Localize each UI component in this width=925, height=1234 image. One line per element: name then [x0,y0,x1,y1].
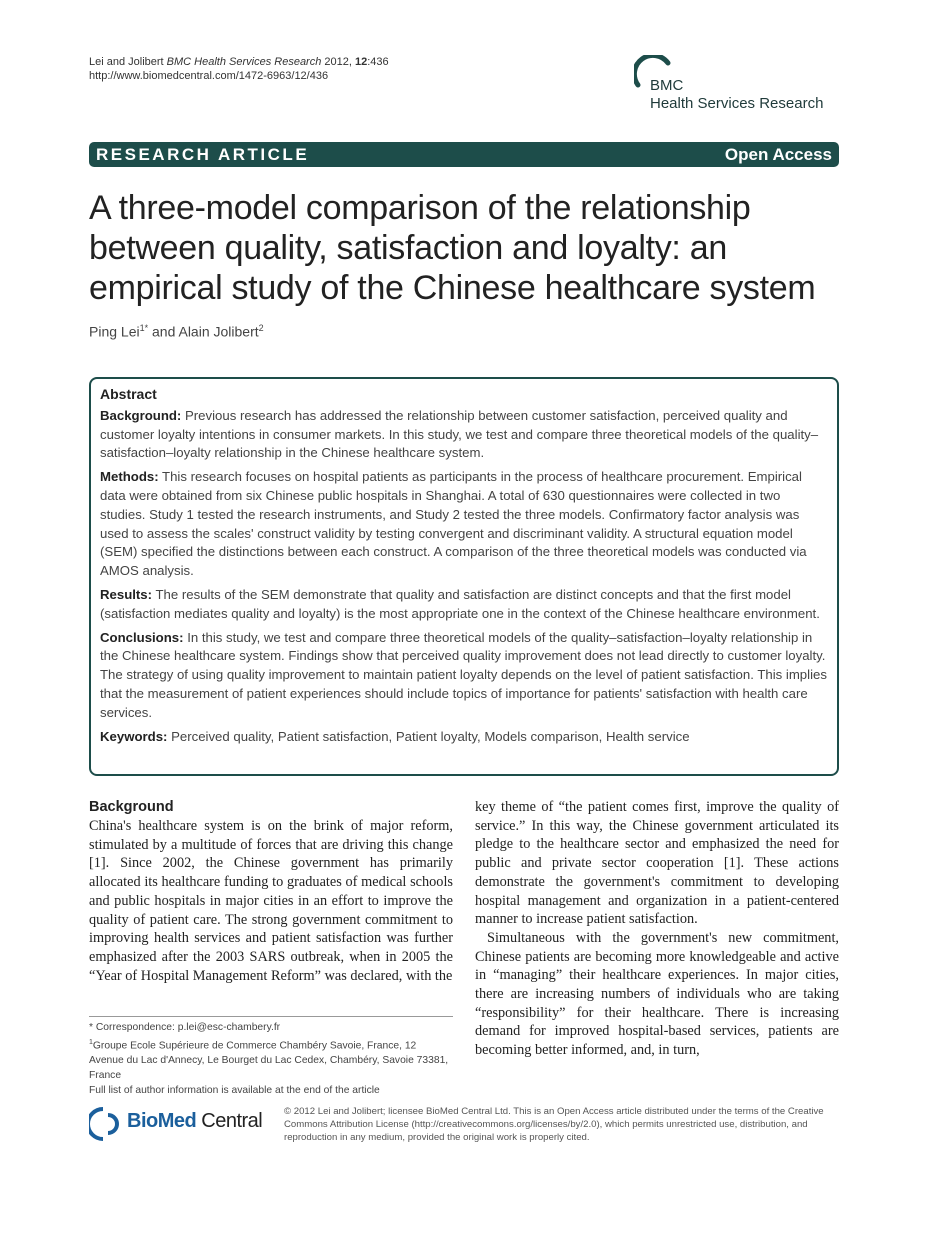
abstract-heading: Abstract [100,386,157,402]
article-title: A three-model comparison of the relationship between quality, satisfaction and loyalty: an empirical study of the Chinese healthcare system [89,189,816,307]
footnote-divider [89,1016,453,1017]
section-heading-background: Background [89,799,174,815]
abstract-conclusions-text: In this study, we test and compare three theoretical models of the quality–satisfaction–loyalty relationship in the Chinese healthcare system. Findings show that perceived quality improvement does not lead directly to customer loyalty. The strategy of using quality improvement to maintain patient loyalty depends on the level of patient satisfaction. This implies that the measurement of patient experiences should include topics of importance for patients' satisfaction with health care services. [100,629,827,720]
author-1: Ping Lei [89,323,140,340]
author-list [89,323,264,340]
biomed-central-icon [89,1106,125,1142]
author-1-affil: 1* [139,323,149,333]
body-column-right [475,798,839,1060]
abstract-background [100,407,828,463]
biomed-central-logo [89,1106,264,1142]
footnotes [89,1021,453,1098]
body-paragraph: Simultaneous with the government's new commitment, Chinese patients are becoming more knowledgeable and active in “managing” their healthcare experiences. In major cities, there are increasing numbers of individuals who are taking “responsibility” for their healthcare. There is increasing demand for improved hospital-based services, patients are becoming better informed, and, in turn, [475,929,839,1059]
affiliation-sup: 1 [89,1038,93,1046]
citation-volume: 12 [355,56,368,68]
abstract-results [100,586,828,624]
abstract-methods-label: Methods: [100,469,159,485]
open-access-label: Open Access [724,144,832,164]
affiliation-note [89,1036,453,1084]
journal-logo [640,55,845,115]
license-text: © 2012 Lei and Jolibert; licensee BioMed Central Ltd. This is an Open Access article distributed under the terms of the Creative Commons Attribution License (http://creativecommons.org/licenses/by/2.0), which permits unrestricted use, distribution, and reproduction in any medium, provided the original work is properly cited. [284,1106,824,1143]
abstract-keywords-label: Keywords: [100,728,168,744]
abstract-background-text: Previous research has addressed the relationship between customer satisfaction, perceived quality and customer loyalty intentions in consumer markets. In this study, we test and compare three theoretical models of the quality–satisfaction–loyalty relationship in the Chinese healthcare system. [100,407,819,461]
abstract-conclusions-label: Conclusions: [100,629,184,645]
abstract-results-text: The results of the SEM demonstrate that quality and satisfaction are distinct concepts and that the first model (satisfaction mediates quality and loyalty) is the most appropriate one in the context of the Chinese healthcare environment. [100,586,820,621]
correspondence-note: * Correspondence: p.lei@esc-chambery.fr [89,1022,281,1033]
abstract-methods-text: This research focuses on hospital patients as participants in the process of healthcare procurement. Empirical data were obtained from six Chinese public hospitals in Shanghai. A total of 630 questionnaires were collected in two studies. Study 1 tested the research instruments, and Study 2 tested the three models. Confirmatory factor analysis was used to assess the scales' construct validity by testing convergent and discriminant validity. A structural equation model (SEM) specified the distinctions between each construct. A comparison of the three theoretical models was conducted via AMOS analysis. [100,469,807,579]
full-list-note: Full list of author information is available at the end of the article [89,1084,380,1096]
abstract-background-label: Background: [100,407,182,423]
abstract-box [89,377,839,776]
body-paragraph: China's healthcare system is on the brink of major reform, stimulated by a multitude of forces that are driving this change [1]. Since 2002, the Chinese government has primarily allocated its healthcare funding to graduates of medical schools and public hospitals in major cities in an effort to improve the quality of patient care. The strong government commitment to improving health services and patient satisfaction was further emphasized after the 2003 SARS outbreak, when in 2005 the “Year of Hospital Management Reform” was declared, with the [89,818,453,984]
logo-central-text: Central [196,1110,263,1132]
article-type-banner [89,142,839,167]
author-2: and Alain Jolibert [148,323,259,340]
citation-article: :436 [367,56,389,68]
citation-journal: BMC Health Services Research [166,56,322,68]
body-paragraph: key theme of “the patient comes first, improve the quality of service.” In this way, the Chinese government articulated its pledge to the healthcare sector and emphasized the need for public and private sector cooperation [1]. These actions demonstrate the government's commitment to developing hospital management and organization in a patient-centered manner to increase patient satisfaction. [475,799,839,928]
citation-year: 2012, [324,56,352,68]
affiliation-text: Groupe Ecole Supérieure de Commerce Chambéry Savoie, France, 12 Avenue du Lac d'Annecy, Le Bourget du Lac Cedex, Chambéry, Savoie 73381, France [89,1040,449,1081]
journal-logo-name: Health Services Research [650,95,824,112]
article-url[interactable]: http://www.biomedcentral.com/1472-6963/12/436 [89,70,329,82]
abstract-conclusions [100,629,828,723]
body-column-left [89,798,453,985]
citation-authors: Lei and Jolibert [89,56,164,68]
journal-logo-bmc: BMC [650,77,684,94]
abstract-results-label: Results: [100,586,153,602]
abstract-keywords [100,728,828,747]
abstract-methods [100,468,828,581]
author-2-affil: 2 [258,323,264,333]
abstract-keywords-text: Perceived quality, Patient satisfaction, Patient loyalty, Models comparison, Health service [167,728,690,744]
article-type-label: RESEARCH ARTICLE [96,144,310,164]
citation-line [89,55,389,69]
logo-bio-text: BioMed [127,1110,197,1132]
